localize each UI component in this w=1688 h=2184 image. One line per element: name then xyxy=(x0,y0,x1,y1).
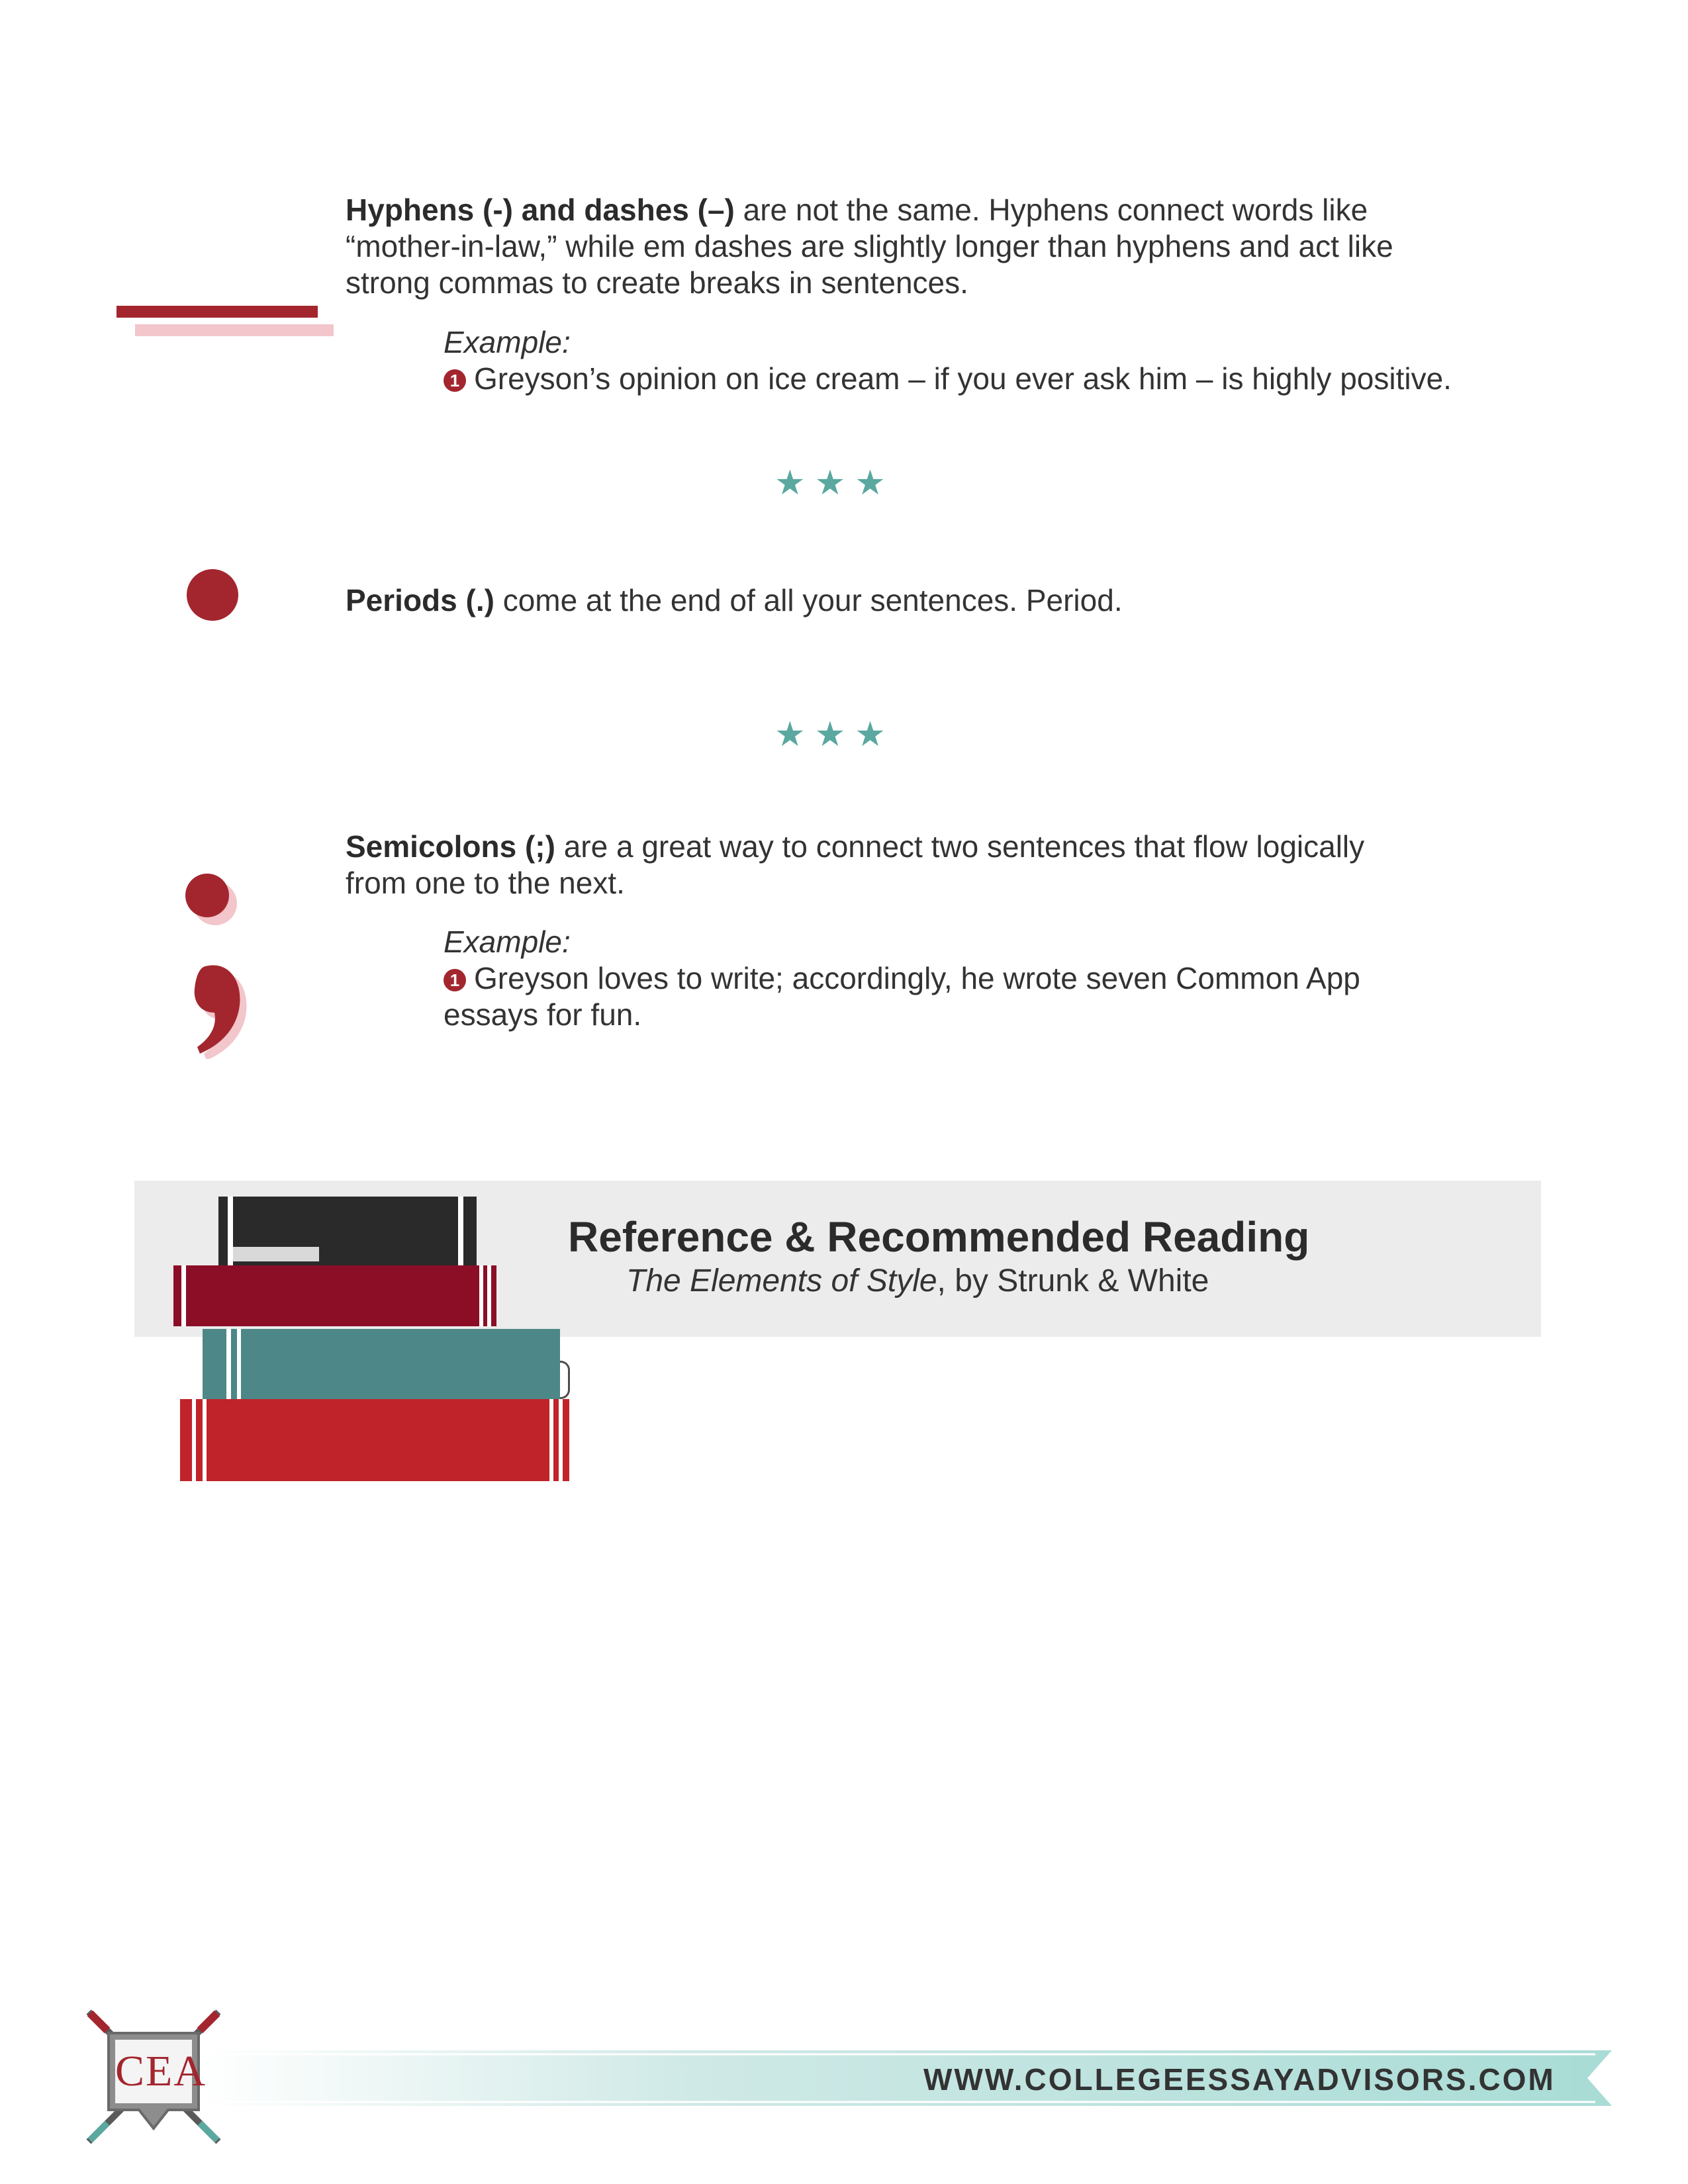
reference-book-title: The Elements of Style xyxy=(626,1263,937,1298)
hyphens-line-1 xyxy=(346,192,1603,228)
reference-book xyxy=(568,1261,1521,1301)
semicolons-example-label: Example: xyxy=(444,925,571,959)
reference-book-author: , by Strunk & White xyxy=(937,1263,1209,1298)
semicolons-line-2: from one to the next. xyxy=(346,866,625,900)
bullet-icon: 1 xyxy=(444,369,466,392)
periods-term: Periods (.) xyxy=(346,583,494,617)
hyphens-line-1-rest: are not the same. Hyphens connect words like xyxy=(734,193,1368,227)
hyphens-example-label: Example: xyxy=(444,325,571,359)
semicolons-example-line-1: Greyson loves to write; accordingly, he wrote seven Common App xyxy=(474,961,1360,995)
footer-url-link[interactable]: WWW.COLLEGEESSAYADVISORS.COM xyxy=(923,2062,1556,2097)
semicolons-line-1-rest: are a great way to connect two sentences that flow logically xyxy=(555,829,1365,864)
periods-section xyxy=(346,582,1603,619)
semicolons-example-line-2: essays for fun. xyxy=(444,997,642,1032)
hyphens-example-text: Greyson’s opinion on ice cream – if you ever ask him – is highly positive. xyxy=(474,361,1452,396)
reference-text xyxy=(568,1212,1521,1301)
star-divider: ★★★ xyxy=(774,715,895,754)
semicolons-example xyxy=(444,924,1635,1033)
bullet-icon: 1 xyxy=(444,969,466,991)
periods-rest: come at the end of all your sentences. Period. xyxy=(494,583,1123,617)
dash-icon xyxy=(117,306,335,339)
hyphens-section xyxy=(346,192,1603,301)
period-icon xyxy=(187,569,238,621)
cea-logo xyxy=(81,2004,226,2150)
hyphens-example xyxy=(444,324,1635,397)
hyphens-line-2: “mother-in-law,” while em dashes are slightly longer than hyphens and act like xyxy=(346,229,1393,263)
star-divider: ★★★ xyxy=(774,464,895,502)
hyphens-line-3: strong commas to create breaks in sentences. xyxy=(346,265,968,300)
books-illustration xyxy=(173,1197,577,1481)
semicolons-example-item xyxy=(444,960,1635,997)
hyphens-term: Hyphens (-) and dashes (–) xyxy=(346,193,735,227)
cea-logo-text: CEA xyxy=(115,2047,207,2095)
semicolons-section xyxy=(346,829,1603,901)
hyphens-example-item xyxy=(444,361,1635,397)
semicolon-icon xyxy=(185,874,265,1059)
semicolons-line-1 xyxy=(346,829,1603,865)
semicolons-term: Semicolons (;) xyxy=(346,829,555,864)
reference-title: Reference & Recommended Reading xyxy=(568,1213,1310,1261)
